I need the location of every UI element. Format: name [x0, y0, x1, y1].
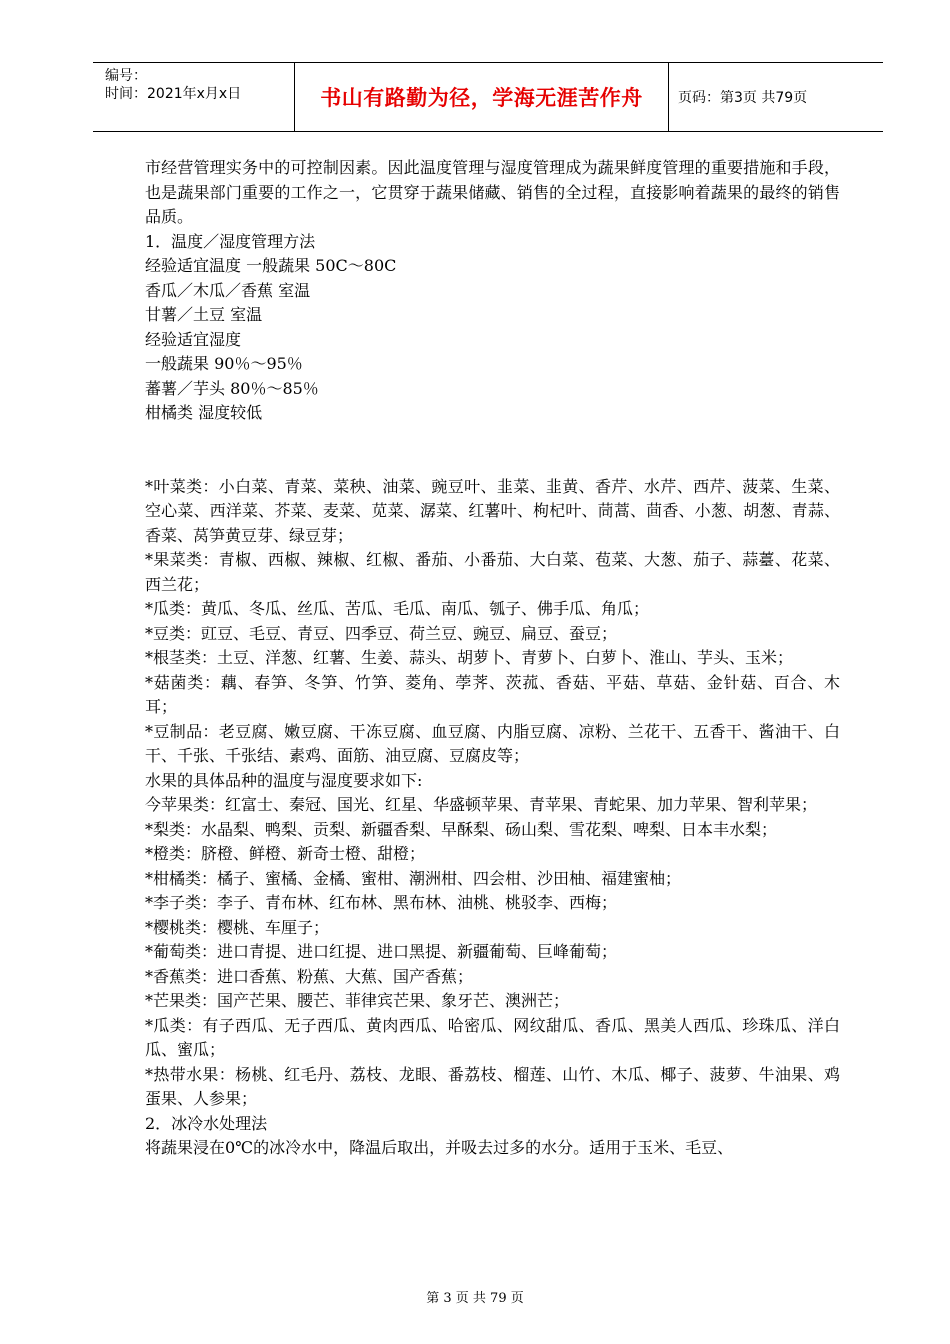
body-paragraph: *柑橘类：橘子、蜜橘、金橘、蜜柑、潮洲柑、四会柑、沙田柚、福建蜜柚；	[145, 868, 682, 888]
document-date: 时间：2021年x月x日	[105, 86, 242, 102]
page-header	[93, 62, 883, 132]
body-paragraph: 将蔬果浸在0℃的冰冷水中，降温后取出，并吸去过多的水分。适用于玉米、毛豆、	[145, 1138, 734, 1157]
header-page-cell	[668, 63, 883, 131]
body-paragraph: 经验适宜温度 一般蔬果 50C～80C	[145, 256, 397, 275]
header-motto: 书山有路勤为径，学海无涯苦作舟	[320, 86, 643, 110]
body-paragraph: 水果的具体品种的温度与湿度要求如下:	[145, 770, 423, 790]
body-paragraph: *芒果类：国产芒果、腰芒、菲律宾芒果、象牙芒、澳洲芒；	[145, 991, 570, 1010]
body-paragraph: *梨类：水晶梨、鸭梨、贡梨、新疆香梨、早酥梨、砀山梨、雪花梨、啤梨、日本丰水梨；	[145, 819, 778, 839]
body-paragraph: 经验适宜湿度	[145, 329, 242, 349]
body-paragraph: *果菜类：青椒、西椒、辣椒、红椒、番茄、小番茄、大白菜、苞菜、大葱、茄子、蒜薹、花菜、西兰花；	[145, 550, 840, 594]
body-paragraph: *樱桃类：樱桃、车厘子；	[145, 917, 330, 937]
header-page-code: 页码：第3页 共79页	[678, 90, 808, 106]
body-paragraph: 香瓜／木瓜／香蕉 室温	[145, 280, 311, 300]
body-top-section	[145, 156, 840, 426]
document-body	[145, 156, 840, 1161]
body-paragraph: 市经营管理实务中的可控制因素。因此温度管理与湿度管理成为蔬果鲜度管理的重要措施和手段，也是蔬果部门重要的工作之一，它贯穿于蔬果储藏、销售的全过程，直接影响着蔬果的最终的销售品质。	[145, 158, 840, 226]
body-paragraph: 2．冰冷水处理法	[145, 1113, 268, 1133]
body-paragraph: *瓜类：有子西瓜、无子西瓜、黄肉西瓜、哈密瓜、网纹甜瓜、香瓜、黑美人西瓜、珍珠瓜、洋白瓜、蜜瓜；	[145, 1015, 840, 1059]
body-paragraph: *香蕉类：进口香蕉、粉蕉、大蕉、国产香蕉；	[145, 966, 474, 986]
body-paragraph: 一般蔬果 90％～95％	[145, 354, 303, 373]
blank-gap	[145, 426, 840, 475]
document-number-label: 编号：	[105, 68, 147, 84]
body-paragraph: *葡萄类：进口青提、进口红提、进口黑提、新疆葡萄、巨峰葡萄；	[145, 942, 618, 961]
body-paragraph: 今苹果类：红富士、秦冠、国光、红星、华盛顿苹果、青苹果、青蛇果、加力苹果、智利苹果；	[145, 795, 818, 814]
body-paragraph: *根茎类：土豆、洋葱、红薯、生姜、蒜头、胡萝卜、青萝卜、白萝卜、淮山、芋头、玉米；	[145, 648, 794, 667]
body-paragraph: 1．温度／湿度管理方法	[145, 231, 316, 251]
body-paragraph: 柑橘类 湿度较低	[145, 403, 263, 422]
body-paragraph: 甘薯／土豆 室温	[145, 305, 263, 324]
body-paragraph: *橙类：脐橙、鲜橙、新奇士橙、甜橙；	[145, 844, 426, 863]
body-paragraph: 蕃薯／芋头 80％～85％	[145, 378, 319, 398]
body-paragraph: *热带水果：杨桃、红毛丹、荔枝、龙眼、番荔枝、榴莲、山竹、木瓜、椰子、菠萝、牛油果、鸡蛋果、人参果；	[145, 1064, 840, 1108]
header-motto-cell	[294, 63, 669, 131]
page-footer: 第 3 页 共 79 页	[426, 1291, 524, 1306]
body-paragraph: *李子类：李子、青布林、红布林、黑布林、油桃、桃驳李、西梅；	[145, 893, 618, 912]
header-info-cell	[93, 63, 293, 131]
body-paragraph: *豆制品：老豆腐、嫩豆腐、干冻豆腐、血豆腐、内脂豆腐、凉粉、兰花干、五香干、酱油干、白干、千张、千张结、素鸡、面筋、油豆腐、豆腐皮等；	[145, 721, 840, 765]
body-paragraph: *豆类：豇豆、毛豆、青豆、四季豆、荷兰豆、豌豆、扁豆、蚕豆；	[145, 623, 618, 643]
body-paragraph: *菇菌类：藕、春笋、冬笋、竹笋、菱角、荸荠、茨菰、香菇、平菇、草菇、金针菇、百合、木耳；	[145, 672, 840, 716]
body-paragraph: *瓜类：黄瓜、冬瓜、丝瓜、苦瓜、毛瓜、南瓜、瓠子、佛手瓜、角瓜；	[145, 599, 650, 618]
body-paragraph: *叶菜类：小白菜、青菜、菜秧、油菜、豌豆叶、韭菜、韭黄、香芹、水芹、西芹、菠菜、生菜、空心菜、西洋菜、芥菜、麦菜、苋菜、潺菜、红薯叶、枸杞叶、茼蒿、茴香、小葱、胡葱、青蒜、香菜、莴笋黄豆芽、绿豆芽；	[145, 476, 840, 545]
body-bottom-section	[145, 475, 840, 1161]
